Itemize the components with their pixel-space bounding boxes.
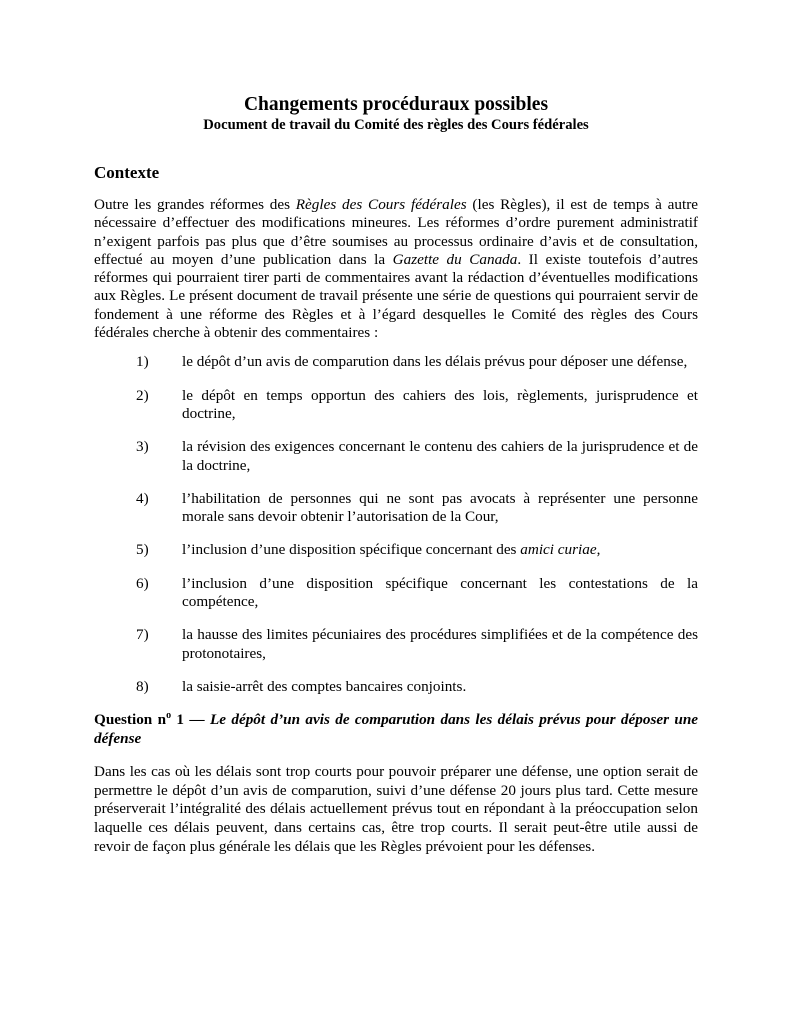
question-label-prefix: Question n bbox=[94, 711, 167, 729]
context-text-3: . Il existe toutefois d’autres réformes qui pourraient tirer parti de commentaires avant la rédaction d’éventuelles modifications aux Règles. Le présent document de travail présente une série de questions qui pourraient servir de fondement à une réforme des Règles et à l’égard desquelles le Comité des règles des Cours fédérales cherche à obtenir des commentaires : bbox=[94, 250, 698, 342]
list-item bbox=[94, 438, 698, 475]
context-heading: Contexte bbox=[94, 163, 160, 182]
list-item-number: 7) bbox=[136, 626, 149, 644]
list-item-number: 3) bbox=[136, 438, 149, 456]
list-item-number: 6) bbox=[136, 574, 149, 592]
list-item bbox=[94, 541, 698, 559]
document-title: Changements procéduraux possibles bbox=[243, 94, 549, 115]
list-item-number: 5) bbox=[136, 541, 149, 559]
list-item bbox=[94, 575, 698, 612]
question-1-heading bbox=[94, 711, 698, 748]
questions-list bbox=[94, 353, 698, 696]
question-1-body: Dans les cas où les délais sont trop courts pour pouvoir préparer une défense, une option serait de permettre le dépôt d’un avis de comparution, suivi d’une défense 20 jours plus tard. Cette mesure préserverait l’intégralité des délais actuellement prévus tout en répondant à la préoccupation selon laquelle ces délais peuvent, dans certains cas, être trop courts. Il serait peut-être utile aussi de revoir de façon plus générale les délais que les Règles prévoient pour les défenses. bbox=[94, 762, 698, 855]
list-item-text: l’inclusion d’une disposition spécifique concernant les contestations de la compétence, bbox=[182, 574, 698, 611]
list-item-text bbox=[182, 541, 698, 559]
context-text-2: (les Règles), il est de temps à autre nécessaire d’effectuer des modifications mineures. Les réformes d’ordre purement administratif n’exigent parfois pas plus que d’être soumises au processus ordinaire d’avis et de consultation, effectué au moyen d’une publication dans la bbox=[94, 196, 698, 268]
context-text-1: Outre les grandes réformes des bbox=[94, 196, 296, 213]
list-item bbox=[94, 678, 698, 696]
list-item-number: 8) bbox=[136, 677, 149, 695]
context-italic-gazette: Gazette du Canada bbox=[392, 250, 518, 268]
list-item bbox=[94, 490, 698, 527]
list-item-text-part1: l’inclusion d’une disposition spécifique concernant des bbox=[182, 541, 521, 559]
list-item-text: l’habilitation de personnes qui ne sont pas avocats à représenter une personne morale sans devoir obtenir l’autorisation de la Cour, bbox=[182, 489, 698, 526]
list-item-text: le dépôt en temps opportun des cahiers des lois, règlements, jurisprudence et doctrine, bbox=[182, 386, 698, 422]
question-label-sup: o bbox=[166, 710, 172, 722]
list-item-number: 2) bbox=[136, 386, 149, 404]
list-item-number: 4) bbox=[136, 489, 149, 507]
list-item-text-italic: amici curiae bbox=[520, 541, 597, 559]
question-1-title: Le dépôt d’un avis de comparution dans les délais prévus pour déposer une défense bbox=[94, 711, 699, 747]
list-item bbox=[94, 626, 698, 663]
list-item-text: la saisie-arrêt des comptes bancaires conjoints. bbox=[182, 677, 467, 695]
list-item bbox=[94, 387, 698, 424]
list-item-text: le dépôt d’un avis de comparution dans les délais prévus pour déposer une défense, bbox=[182, 353, 688, 371]
context-paragraph bbox=[94, 196, 698, 342]
list-item-number: 1) bbox=[136, 353, 149, 371]
list-item bbox=[94, 353, 698, 371]
list-item-text-part2: , bbox=[596, 541, 601, 559]
context-italic-rules: Règles des Cours fédérales bbox=[295, 196, 467, 213]
question-label-suffix: 1 — bbox=[171, 711, 210, 729]
list-item-text: la révision des exigences concernant le contenu des cahiers de la jurisprudence et de la doctrine, bbox=[182, 438, 698, 474]
document-subtitle: Document de travail du Comité des règles des Cours fédérales bbox=[203, 117, 589, 133]
list-item-text: la hausse des limites pécuniaires des procédures simplifiées et de la compétence des protonotaires, bbox=[182, 626, 698, 662]
